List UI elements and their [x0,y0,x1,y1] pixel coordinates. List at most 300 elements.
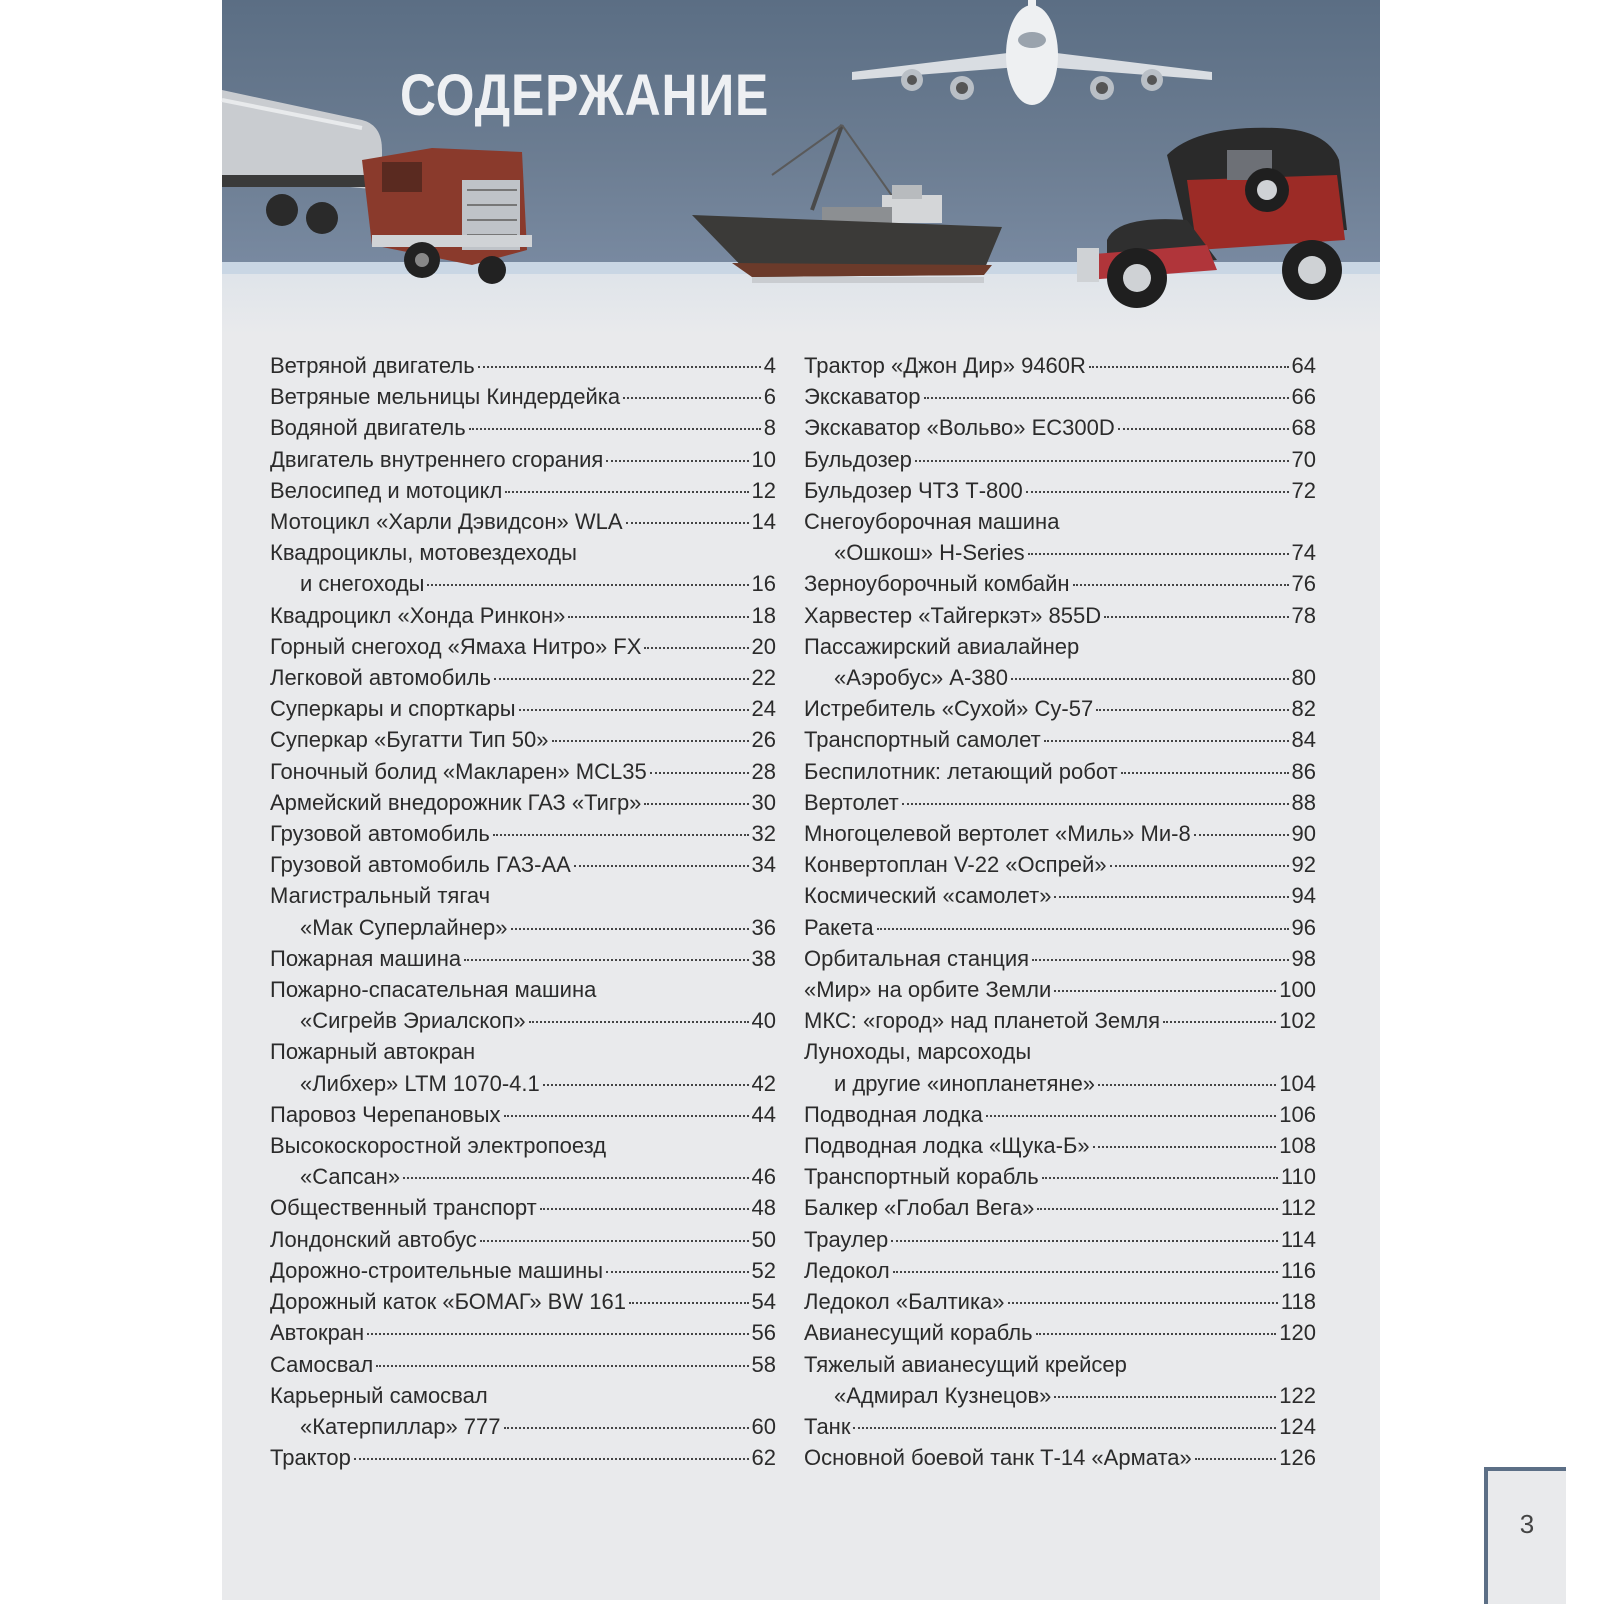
toc-leader-dots [1044,740,1289,742]
toc-entry-line [804,1286,1316,1317]
toc-entry [804,912,1316,943]
toc-entry [804,818,1316,849]
toc-entry-title: Пожарный автокран [270,1039,476,1065]
toc-entry-page: 112 [1280,1195,1316,1221]
toc-entry-page: 70 [1291,446,1316,472]
toc-entry-line [804,974,1316,1005]
toc-entry-page: 62 [751,1445,776,1471]
toc-entry-line [804,412,1316,443]
toc-entry-page: 44 [751,1101,776,1127]
toc-leader-dots [552,740,749,742]
toc-entry [804,475,1316,506]
toc-entry-title: Высокоскоростной электропоезд [270,1133,607,1159]
toc-entry-title: Истребитель «Сухой» Су-57 [804,696,1094,722]
toc-leader-dots [505,491,748,493]
toc-entry-page: 126 [1279,1445,1316,1471]
toc-leader-dots [494,678,749,680]
toc-entry-title: «Мак Суперлайнер» [300,914,508,940]
toc-entry-line [804,724,1316,755]
page-number-box [1484,1467,1566,1604]
vintage-car-illustration [1077,120,1367,320]
toc-entry-line [270,1192,776,1223]
toc-entry-title: Траулер [804,1226,889,1252]
toc-entry-page: 114 [1280,1226,1316,1252]
toc-entry-line [804,537,1316,568]
toc-entry-line [270,1130,776,1161]
toc-leader-dots [1121,772,1289,774]
page-number: 3 [1519,1509,1535,1539]
toc-leader-dots [626,522,749,524]
toc-leader-dots [1163,1021,1276,1023]
toc-entry-line [804,1068,1316,1099]
toc-entry [270,1286,776,1317]
toc-entry-title: Дорожный каток «БОМАГ» BW 161 [270,1289,626,1315]
toc-entry-page: 4 [763,353,776,378]
toc-entry-line [804,1099,1316,1130]
toc-entry-line [804,1036,1316,1067]
toc-entry-title: Легковой автомобиль [270,665,491,691]
toc-entry-page: 16 [751,571,776,597]
toc-entry-line [270,475,776,506]
toc-entry-line [270,1286,776,1317]
toc-entry-line [804,600,1316,631]
toc-entry-line [804,1192,1316,1223]
toc-entry [804,943,1316,974]
toc-entry [804,880,1316,911]
toc-entry-line [804,1317,1316,1348]
toc-leader-dots [504,1115,749,1117]
toc-entry-page: 68 [1291,415,1316,441]
toc-entry-title: Ледокол [804,1257,890,1283]
toc-entry-title: Беспилотник: летающий робот [804,758,1118,784]
toc-leader-dots [1054,1396,1276,1398]
toc-entry-title: Луноходы, марсоходы [804,1039,1032,1065]
toc-entry-line [804,756,1316,787]
toc-entry-line [270,787,776,818]
toc-entry-title: Трактор [270,1445,351,1471]
toc-entry-title: Квадроцикл «Хонда Ринкон» [270,602,566,628]
toc-entry [270,1349,776,1380]
toc-entry-line [270,444,776,475]
toc-entry-title: Грузовой автомобиль ГАЗ-АА [270,852,571,878]
toc-entry [270,350,776,381]
toc-leader-dots [644,647,748,649]
toc-entry-line [804,506,1316,537]
toc-leader-dots [469,428,761,430]
toc-entry [270,756,776,787]
toc-entry-line [270,818,776,849]
toc-leader-dots [986,1115,1276,1117]
toc-entry [804,787,1316,818]
toc-leader-dots [915,460,1289,462]
toc-entry-title: Транспортный самолет [804,727,1041,753]
toc-entry-line [270,600,776,631]
toc-entry-page: 92 [1291,852,1316,878]
toc-entry [804,568,1316,599]
toc-entry [804,974,1316,1005]
toc-leader-dots [1194,834,1289,836]
toc-leader-dots [1089,366,1289,368]
toc-entry [804,506,1316,568]
toc-leader-dots [644,803,748,805]
toc-entry [270,974,776,1036]
toc-entry-line [270,1161,776,1192]
toc-leader-dots [568,616,748,618]
toc-entry-line [804,1411,1316,1442]
toc-entry-line [804,444,1316,475]
toc-entry-page: 36 [751,914,776,940]
toc-entry-title: и снегоходы [300,571,425,597]
toc-entry-page: 100 [1279,977,1316,1003]
toc-entry-line [804,1442,1316,1473]
toc-entry-title: Паровоз Черепановых [270,1101,501,1127]
toc-leader-dots [464,959,748,961]
toc-entry-line [804,787,1316,818]
toc-entry-page: 24 [751,696,776,722]
toc-entry [804,381,1316,412]
toc-entry-title: Вертолет [804,789,899,815]
toc-entry [270,1192,776,1223]
toc-entry [270,724,776,755]
toc-leader-dots [1093,1146,1277,1148]
toc-entry-page: 54 [751,1289,776,1315]
toc-leader-dots [1110,865,1289,867]
toc-leader-dots [1042,1177,1278,1179]
toc-leader-dots [367,1333,748,1335]
toc-entry [804,693,1316,724]
toc-leader-dots [650,772,749,774]
toc-entry-line [270,506,776,537]
toc-entry [270,1255,776,1286]
toc-entry-title: Самосвал [270,1351,374,1377]
toc-entry [804,1036,1316,1098]
toc-entry-line [804,693,1316,724]
toc-leader-dots [1054,896,1288,898]
toc-entry-page: 40 [751,1008,776,1034]
toc-leader-dots [543,1084,749,1086]
page-title: СОДЕРЖАНИЕ [400,63,770,128]
toc-entry-line [804,818,1316,849]
toc-entry-line [270,537,776,568]
toc-entry [804,1255,1316,1286]
toc-entry-page: 110 [1280,1164,1316,1190]
toc-entry-line [270,912,776,943]
toc-entry-page: 8 [763,415,776,441]
toc-entry [804,1224,1316,1255]
toc-entry-page: 6 [763,384,776,410]
toc-entry-title: Водяной двигатель [270,415,466,441]
toc-entry-title: Суперкары и спорткары [270,696,516,722]
toc-entry-title: Зерноуборочный комбайн [804,571,1070,597]
toc-entry-title: Авианесущий корабль [804,1320,1033,1346]
toc-entry-page: 76 [1291,571,1316,597]
toc-entry-title: Пожарно-спасательная машина [270,977,597,1003]
toc-entry-title: Гоночный болид «Макларен» MCL35 [270,758,647,784]
toc-entry-title: Снегоуборочная машина [804,509,1060,535]
toc-entry-title: «Адмирал Кузнецов» [834,1382,1052,1408]
toc-entry-line [804,350,1316,381]
toc-entry-page: 42 [751,1070,776,1096]
toc-leader-dots [504,1427,749,1429]
toc-entry [270,693,776,724]
toc-entry-page: 20 [751,633,776,659]
book-page [222,0,1535,1600]
toc-entry-line [270,756,776,787]
toc-leader-dots [1037,1208,1278,1210]
toc-leader-dots [519,709,749,711]
toc-entry-title: МКС: «город» над планетой Земля [804,1008,1161,1034]
toc-entry [804,444,1316,475]
toc-entry-page: 12 [751,477,776,503]
toc-entry-title: Танк [804,1413,851,1439]
toc-entry-line [270,693,776,724]
toc-entry-page: 46 [751,1164,776,1190]
toc-entry-title: «Сигрейв Эриалскоп» [300,1008,526,1034]
toc-entry-page: 88 [1291,789,1316,815]
toc-entry-title: Мотоцикл «Харли Дэвидсон» WLA [270,509,623,535]
toc-entry-page: 18 [751,602,776,628]
toc-entry [804,724,1316,755]
toc-entry-line [804,662,1316,693]
toc-leader-dots [480,1240,749,1242]
toc-entry-line [270,350,776,381]
toc-entry [804,756,1316,787]
toc-entry-title: Тяжелый авианесущий крейсер [804,1351,1127,1377]
toc-leader-dots [891,1240,1278,1242]
toc-leader-dots [427,584,748,586]
toc-entry-page: 94 [1291,883,1316,909]
toc-entry-page: 108 [1279,1133,1316,1159]
toc-entry-title: Пассажирский авиалайнер [804,633,1080,659]
toc-entry [270,1380,776,1442]
toc-entry [270,787,776,818]
toc-entry-page: 60 [751,1413,776,1439]
toc-entry-page: 106 [1279,1101,1316,1127]
toc-entry-line [804,1005,1316,1036]
toc-entry [804,1161,1316,1192]
toc-entry-page: 72 [1291,477,1316,503]
toc-entry [270,818,776,849]
toc-entry-title: Основной боевой танк Т-14 «Армата» [804,1445,1192,1471]
toc-entry [804,1130,1316,1161]
toc-entry-page: 30 [751,789,776,815]
toc-entry-page: 96 [1291,914,1316,940]
toc-entry-page: 84 [1291,727,1316,753]
toc-entry-title: Двигатель внутреннего сгорания [270,446,604,472]
toc-entry-line [804,1380,1316,1411]
toc-entry-page: 34 [751,852,776,878]
toc-entry-title: Ракета [804,914,874,940]
toc-leader-dots [493,834,749,836]
toc-entry-page: 82 [1291,696,1316,722]
toc-entry-page: 104 [1279,1070,1316,1096]
toc-entry [804,1317,1316,1348]
toc-entry [270,1224,776,1255]
toc-leader-dots [606,460,748,462]
toc-entry [804,600,1316,631]
toc-entry-page: 74 [1291,540,1316,566]
toc-entry-line [270,974,776,1005]
toc-entry [804,631,1316,693]
toc-entry-line [270,849,776,880]
toc-entry-title: Экскаватор «Вольво» EC300D [804,415,1115,441]
toc-entry-title: Ветряные мельницы Киндердейка [270,384,621,410]
toc-entry [270,849,776,880]
toc-entry-line [270,724,776,755]
toc-entry-page: 38 [751,945,776,971]
fishing-boat-illustration [692,115,1012,295]
toc-entry-line [270,631,776,662]
toc-entry-title: Ледокол «Балтика» [804,1289,1005,1315]
toc-entry-page: 64 [1291,353,1316,378]
toc-entry-line [270,1349,776,1380]
toc-leader-dots [1028,553,1289,555]
toc-entry-page: 50 [751,1226,776,1252]
toc-entry-line [804,1255,1316,1286]
toc-entry [804,1411,1316,1442]
toc-leader-dots [1098,1084,1276,1086]
toc-entry [270,444,776,475]
toc-leader-dots [1026,491,1289,493]
toc-entry-page: 22 [751,665,776,691]
toc-entry-line [270,412,776,443]
toc-entry [270,381,776,412]
toc-entry [270,537,776,599]
toc-entry-title: Суперкар «Бугатти Тип 50» [270,727,549,753]
toc-leader-dots [606,1271,748,1273]
toc-entry-title: «Аэробус» A-380 [834,665,1009,691]
toc-entry [270,600,776,631]
toc-entry [270,1442,776,1473]
toc-entry [804,1442,1316,1473]
toc-leader-dots [478,366,761,368]
toc-entry-title: и другие «инопланетяне» [834,1070,1096,1096]
toc-leader-dots [376,1365,748,1367]
toc-entry-page: 86 [1291,758,1316,784]
toc-entry-page: 102 [1279,1008,1316,1034]
toc-entry-page: 56 [751,1320,776,1346]
toc-entry-line [804,849,1316,880]
toc-entry [270,1317,776,1348]
toc-entry-page: 52 [751,1257,776,1283]
toc-entry-line [270,381,776,412]
toc-entry [804,1005,1316,1036]
toc-entry-title: Харвестер «Тайгеркэт» 855D [804,602,1102,628]
toc-entry-line [270,943,776,974]
toc-entry-line [270,1068,776,1099]
toc-entry [270,662,776,693]
toc-entry-title: Карьерный самосвал [270,1382,488,1408]
toc-entry-title: Ветряной двигатель [270,353,475,378]
toc-entry-title: Подводная лодка [804,1101,983,1127]
toc-leader-dots [853,1427,1276,1429]
toc-entry-page: 10 [751,446,776,472]
toc-entry-title: Экскаватор [804,384,921,410]
toc-entry-title: Дорожно-строительные машины [270,1257,604,1283]
toc-entry-line [270,1442,776,1473]
toc-entry-line [804,880,1316,911]
toc-leader-dots [1008,1302,1278,1304]
toc-entry [804,1192,1316,1223]
toc-leader-dots [354,1458,749,1460]
toc-leader-dots [877,928,1289,930]
toc-entry-title: «Либхер» LTM 1070-4.1 [300,1070,540,1096]
toc-entry [804,1349,1316,1411]
toc-leader-dots [893,1271,1278,1273]
toc-entry-line [804,1130,1316,1161]
toc-entry-page: 58 [751,1351,776,1377]
toc-entry-page: 48 [751,1195,776,1221]
toc-entry-line [270,1005,776,1036]
toc-entry-line [804,381,1316,412]
toc-leader-dots [1011,678,1289,680]
toc-entry [270,412,776,443]
toc-entry-line [270,1317,776,1348]
toc-entry-page: 78 [1291,602,1316,628]
toc-entry-title: «Сапсан» [300,1164,401,1190]
toc-entry-line [270,1255,776,1286]
toc-entry-line [270,1380,776,1411]
toc-entry-title: Магистральный тягач [270,883,491,909]
toc-entry-page: 26 [751,727,776,753]
toc-entry-title: Космический «самолет» [804,883,1052,909]
toc-leader-dots [629,1302,749,1304]
toc-entry-title: Многоцелевой вертолет «Миль» Ми-8 [804,821,1191,847]
toc-entry-page: 122 [1279,1382,1316,1408]
toc-entry-page: 116 [1280,1257,1316,1283]
toc-entry-title: Бульдозер [804,446,912,472]
toc-entry [270,943,776,974]
toc-entry-title: «Катерпиллар» 777 [300,1413,501,1439]
toc-entry-title: Подводная лодка «Щука-Б» [804,1133,1090,1159]
toc-entry [804,849,1316,880]
toc-leader-dots [574,865,749,867]
toc-leader-dots [540,1208,749,1210]
toc-entry-line [804,1224,1316,1255]
toc-entry-title: Конвертоплан V-22 «Оспрей» [804,852,1107,878]
toc-entry [804,1286,1316,1317]
toc-leader-dots [529,1021,749,1023]
toc-entry-title: Лондонский автобус [270,1226,477,1252]
toc-entry-title: «Мир» на орбите Земли [804,977,1052,1003]
toc-entry-title: Балкер «Глобал Вега» [804,1195,1035,1221]
toc-leader-dots [1104,616,1288,618]
toc-entry-title: Пожарная машина [270,945,462,971]
toc-entry-title: Автокран [270,1320,365,1346]
toc-entry-title: Орбитальная станция [804,945,1030,971]
toc-entry-page: 118 [1280,1289,1316,1315]
toc-entry-title: Велосипед и мотоцикл [270,477,503,503]
toc-leader-dots [1096,709,1288,711]
toc-left-column [270,350,776,1473]
toc-entry-line [804,631,1316,662]
toc-entry [270,1099,776,1130]
toc-entry-page: 98 [1291,945,1316,971]
toc-entry-page: 120 [1279,1320,1316,1346]
toc-entry-line [804,912,1316,943]
toc-entry-line [804,1161,1316,1192]
toc-entry [270,631,776,662]
toc-leader-dots [1054,990,1276,992]
toc-leader-dots [403,1177,748,1179]
toc-entry [270,1130,776,1192]
toc-entry-page: 90 [1291,821,1316,847]
toc-leader-dots [1032,959,1288,961]
toc-entry-title: Транспортный корабль [804,1164,1039,1190]
airliner-illustration [842,0,1222,110]
toc-leader-dots [1036,1333,1277,1335]
toc-entry-title: «Ошкош» H-Series [834,540,1025,566]
